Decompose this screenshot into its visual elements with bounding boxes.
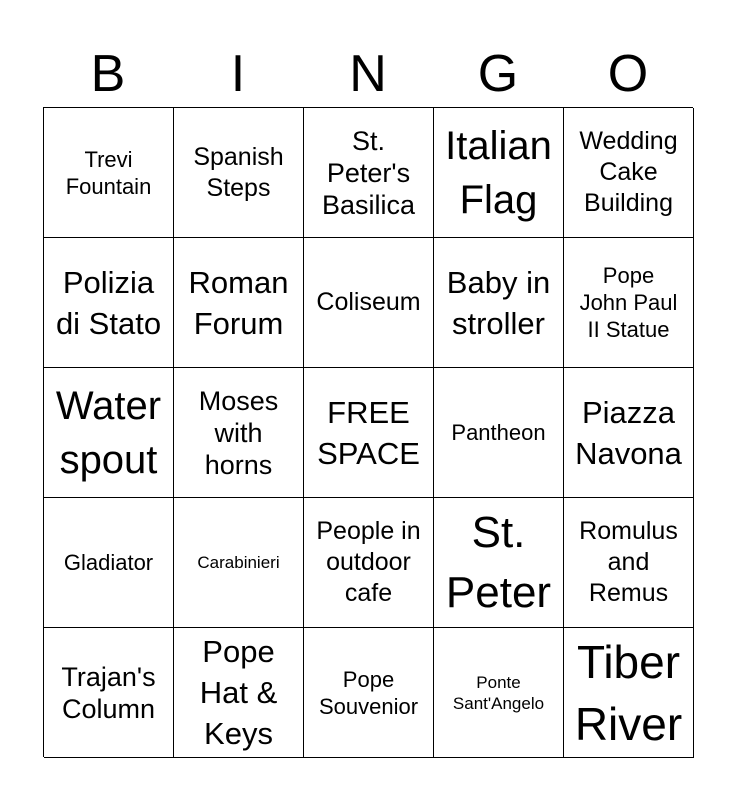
- cell-label: Carabinieri: [197, 553, 280, 572]
- cell-label: Romulus and Remus: [579, 517, 678, 607]
- cell-label: Ponte Sant'Angelo: [452, 672, 545, 713]
- bingo-card-grid: [43, 107, 693, 757]
- cell-label: Trajan's Column: [61, 661, 156, 724]
- cell-label: Italian Flag: [445, 123, 552, 222]
- bingo-cell[interactable]: [304, 628, 434, 758]
- cell-label: FREE SPACE: [317, 394, 420, 471]
- header-letter-i: I: [230, 45, 246, 103]
- cell-label: People in outdoor cafe: [316, 517, 421, 607]
- cell-label: Tiber River: [574, 635, 683, 750]
- cell-label: Coliseum: [316, 288, 421, 316]
- cell-label: St. Peter's Basilica: [321, 125, 416, 220]
- bingo-cell[interactable]: [564, 498, 694, 628]
- cell-label: Piazza Navona: [575, 394, 682, 471]
- bingo-cell[interactable]: [44, 238, 174, 368]
- bingo-cell[interactable]: [434, 368, 564, 498]
- bingo-cell[interactable]: [174, 108, 304, 238]
- header-letter-b: B: [90, 45, 126, 103]
- cell-label: Moses with horns: [198, 385, 279, 480]
- bingo-cell[interactable]: [434, 628, 564, 758]
- cell-label: Pope Souvenior: [318, 666, 419, 719]
- cell-label: Roman Forum: [188, 264, 289, 341]
- cell-label: Water spout: [55, 383, 162, 482]
- bingo-cell[interactable]: [304, 238, 434, 368]
- bingo-cell[interactable]: [174, 368, 304, 498]
- bingo-cell[interactable]: [564, 238, 694, 368]
- bingo-cell[interactable]: [564, 368, 694, 498]
- cell-label: St. Peter: [445, 507, 552, 617]
- bingo-cell[interactable]: [174, 498, 304, 628]
- header-letter-n: N: [349, 45, 387, 103]
- cell-label: Polizia di Stato: [55, 264, 162, 341]
- cell-label: Pope Hat & Keys: [199, 634, 278, 751]
- bingo-cell[interactable]: [304, 108, 434, 238]
- cell-label: Pantheon: [451, 420, 546, 445]
- cell-label: Gladiator: [63, 550, 154, 575]
- bingo-cell[interactable]: [434, 108, 564, 238]
- free-space-cell[interactable]: [304, 368, 434, 498]
- header-letter-g: G: [477, 45, 519, 103]
- bingo-cell[interactable]: [44, 108, 174, 238]
- bingo-cell[interactable]: [564, 108, 694, 238]
- bingo-cell[interactable]: [434, 498, 564, 628]
- cell-label: Wedding Cake Building: [579, 127, 678, 217]
- cell-label: Baby in stroller: [446, 264, 551, 341]
- bingo-cell[interactable]: [434, 238, 564, 368]
- cell-label: Pope John Paul II Statue: [579, 263, 678, 342]
- cell-label: Spanish Steps: [193, 142, 284, 202]
- bingo-cell[interactable]: [44, 368, 174, 498]
- bingo-cell[interactable]: [174, 238, 304, 368]
- header-letter-o: O: [607, 45, 649, 103]
- bingo-cell[interactable]: [44, 628, 174, 758]
- bingo-cell[interactable]: [174, 628, 304, 758]
- cell-label: Trevi Fountain: [65, 146, 152, 199]
- bingo-cell[interactable]: [304, 498, 434, 628]
- bingo-cell[interactable]: [44, 498, 174, 628]
- bingo-header: [43, 40, 693, 108]
- bingo-cell[interactable]: [564, 628, 694, 758]
